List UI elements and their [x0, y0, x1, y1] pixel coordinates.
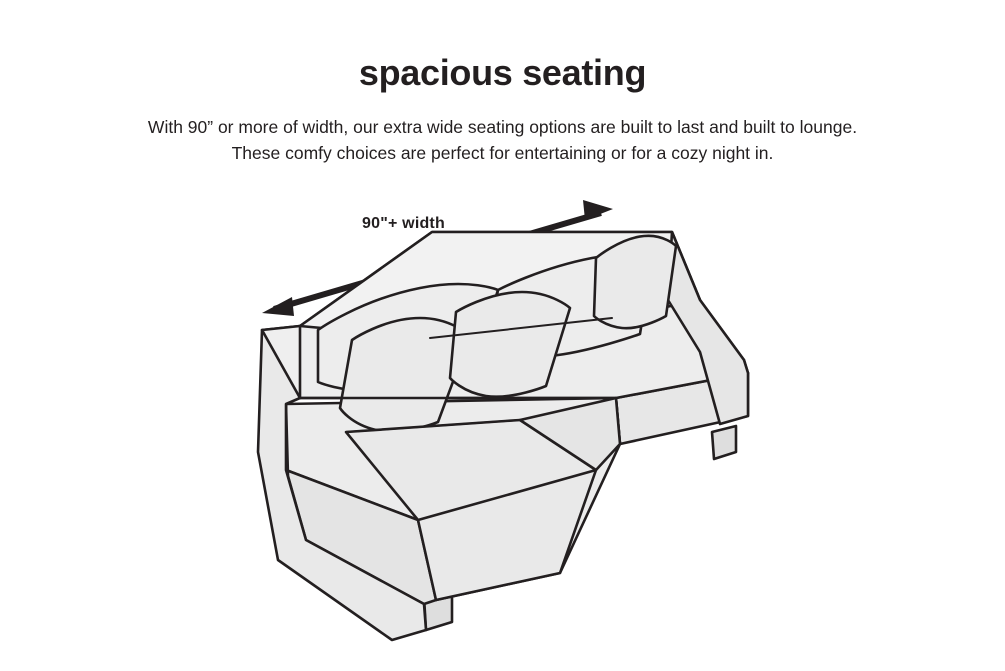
description-line-1: With 90” or more of width, our extra wide seating options are built to last and built to lounge. [147, 117, 858, 137]
page-title: spacious seating [358, 52, 647, 93]
dimension-label: 90"+ width [362, 215, 445, 232]
description-line-2: These comfy choices are perfect for entertaining or for a cozy night in. [231, 143, 774, 164]
